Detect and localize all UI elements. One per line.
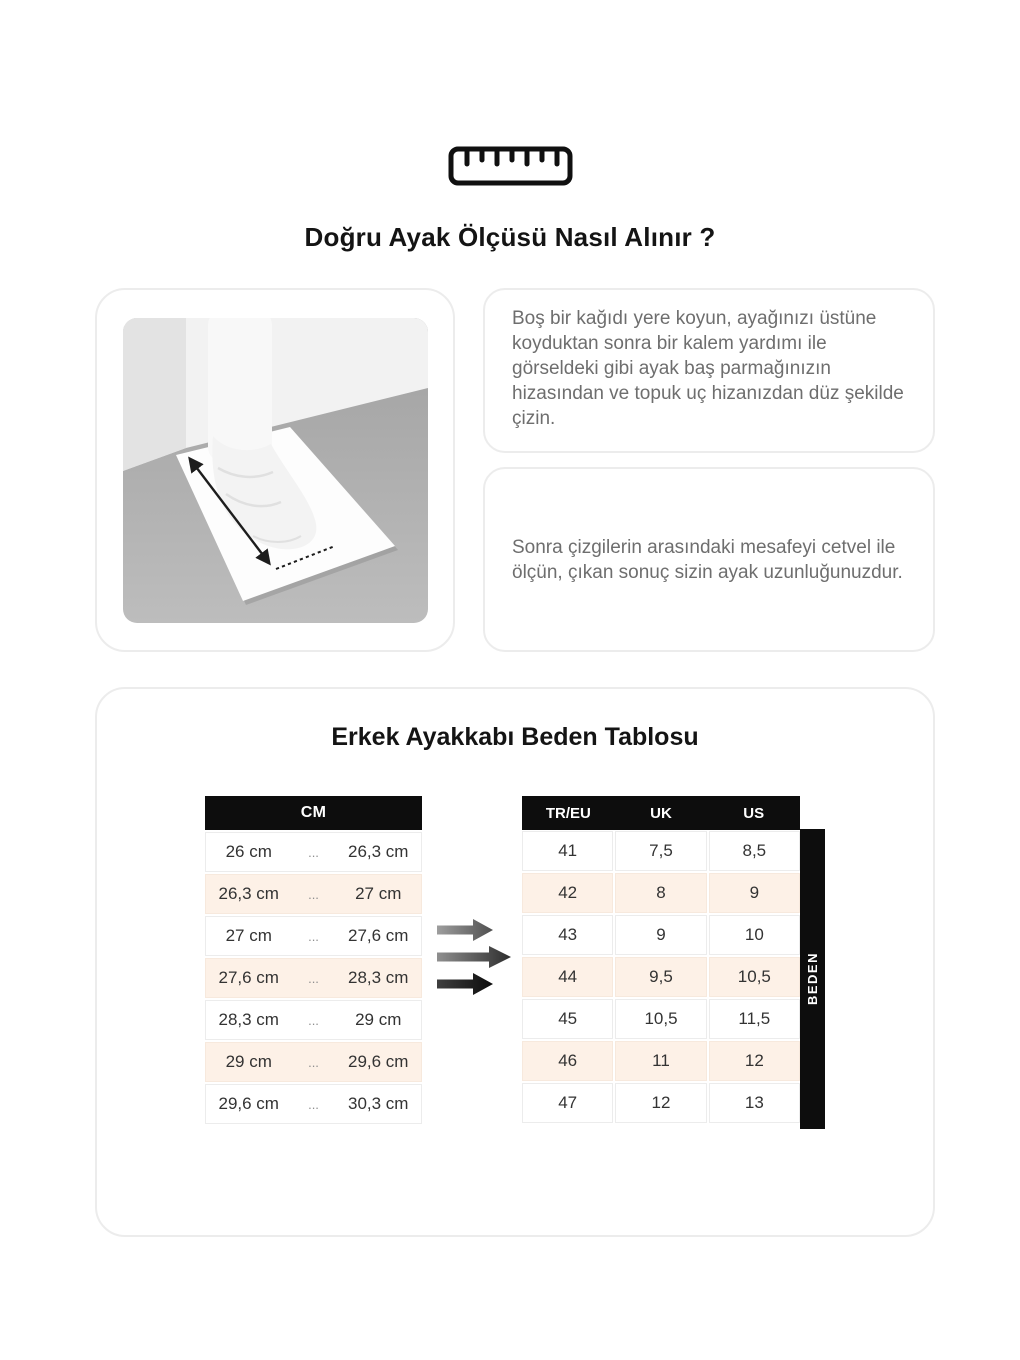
cm-from-cell: 29,6 cm xyxy=(218,1094,279,1113)
cm-to-cell: 30,3 cm xyxy=(348,1094,409,1113)
foot-on-paper-image xyxy=(123,318,428,623)
size-cell: 11 xyxy=(615,1041,706,1081)
range-dots: ... xyxy=(308,844,319,860)
cm-to-cell: 29 cm xyxy=(355,1010,402,1029)
size-cell: 10,5 xyxy=(709,957,800,997)
size-cell: 46 xyxy=(522,1041,613,1081)
size-cell: 10,5 xyxy=(615,999,706,1039)
instruction-card-1 xyxy=(483,288,935,453)
size-cell: 8,5 xyxy=(709,831,800,871)
page-title: Doğru Ayak Ölçüsü Nasıl Alınır ? xyxy=(304,222,716,252)
cm-range-row xyxy=(205,874,422,914)
cm-from-cell: 27,6 cm xyxy=(218,968,279,987)
cm-range-row xyxy=(205,958,422,998)
cm-range-row xyxy=(205,1084,422,1124)
size-cell: 10 xyxy=(709,915,800,955)
cm-range-row xyxy=(205,1000,422,1040)
size-cell: 12 xyxy=(709,1041,800,1081)
range-dots: ... xyxy=(308,928,319,944)
instruction-text-2: Sonra çizgilerin arasındaki mesafeyi cetvel ile ölçün, çıkan sonuç sizin ayak uzunluğunuzdur. xyxy=(512,536,903,583)
foot-measure-photo-card xyxy=(95,288,455,652)
cm-from-cell: 26,3 cm xyxy=(218,884,279,903)
range-dots: ... xyxy=(308,1054,319,1070)
cm-range-row xyxy=(205,832,422,872)
cm-from-cell: 29 cm xyxy=(225,1052,272,1071)
size-chart-card xyxy=(95,687,935,1237)
size-cell: 7,5 xyxy=(615,831,706,871)
how-to-section xyxy=(95,288,935,652)
size-cell: 44 xyxy=(522,957,613,997)
size-cell: 9 xyxy=(615,915,706,955)
cm-to-cell: 28,3 cm xyxy=(348,968,409,987)
cm-from-cell: 26 cm xyxy=(225,842,272,861)
size-cell: 41 xyxy=(522,831,613,871)
range-dots: ... xyxy=(308,1096,319,1112)
cm-table-body xyxy=(205,832,422,1124)
size-table-body xyxy=(522,831,800,1123)
size-cell: 47 xyxy=(522,1083,613,1123)
cm-to-cell: 27 cm xyxy=(355,884,402,903)
cm-table-header: CM xyxy=(205,796,422,830)
beden-side-label: BEDEN xyxy=(800,829,825,1129)
size-cell: 8 xyxy=(615,873,706,913)
size-col-header: UK xyxy=(650,804,672,822)
cm-from-cell: 27 cm xyxy=(225,926,272,945)
instruction-card-2 xyxy=(483,467,935,652)
size-chart-title: Erkek Ayakkabı Beden Tablosu xyxy=(331,723,699,751)
cm-to-cell: 29,6 cm xyxy=(348,1052,409,1071)
size-conversion-table xyxy=(522,796,800,1123)
size-cell: 43 xyxy=(522,915,613,955)
arrows-right-icon xyxy=(435,917,515,1002)
size-col-header: TR/EU xyxy=(545,804,591,822)
size-cell: 11,5 xyxy=(709,999,800,1039)
size-cell: 12 xyxy=(615,1083,706,1123)
size-table-header-row xyxy=(522,796,800,830)
size-cell: 13 xyxy=(709,1083,800,1123)
cm-from-cell: 28,3 cm xyxy=(218,1010,279,1029)
range-dots: ... xyxy=(308,970,319,986)
size-cell: 9 xyxy=(709,873,800,913)
cm-table xyxy=(205,796,422,1124)
range-dots: ... xyxy=(308,886,319,902)
instructions-column xyxy=(483,288,935,652)
cm-to-cell: 26,3 cm xyxy=(348,842,409,861)
size-cell: 45 xyxy=(522,999,613,1039)
ruler-icon xyxy=(0,0,1020,186)
size-cell: 9,5 xyxy=(615,957,706,997)
cm-range-row xyxy=(205,1042,422,1082)
cm-range-row xyxy=(205,916,422,956)
size-col-header: US xyxy=(743,804,765,822)
instruction-text-1: Boş bir kağıdı yere koyun, ayağınızı üstüne koyduktan sonra bir kalem yardımı ile görseldeki gibi ayak baş parmağınızın hizasından ve topuk uç hizanızdan düz şekilde çizin. xyxy=(512,308,904,429)
cm-to-cell: 27,6 cm xyxy=(348,926,409,945)
range-dots: ... xyxy=(308,1012,319,1028)
size-cell: 42 xyxy=(522,873,613,913)
